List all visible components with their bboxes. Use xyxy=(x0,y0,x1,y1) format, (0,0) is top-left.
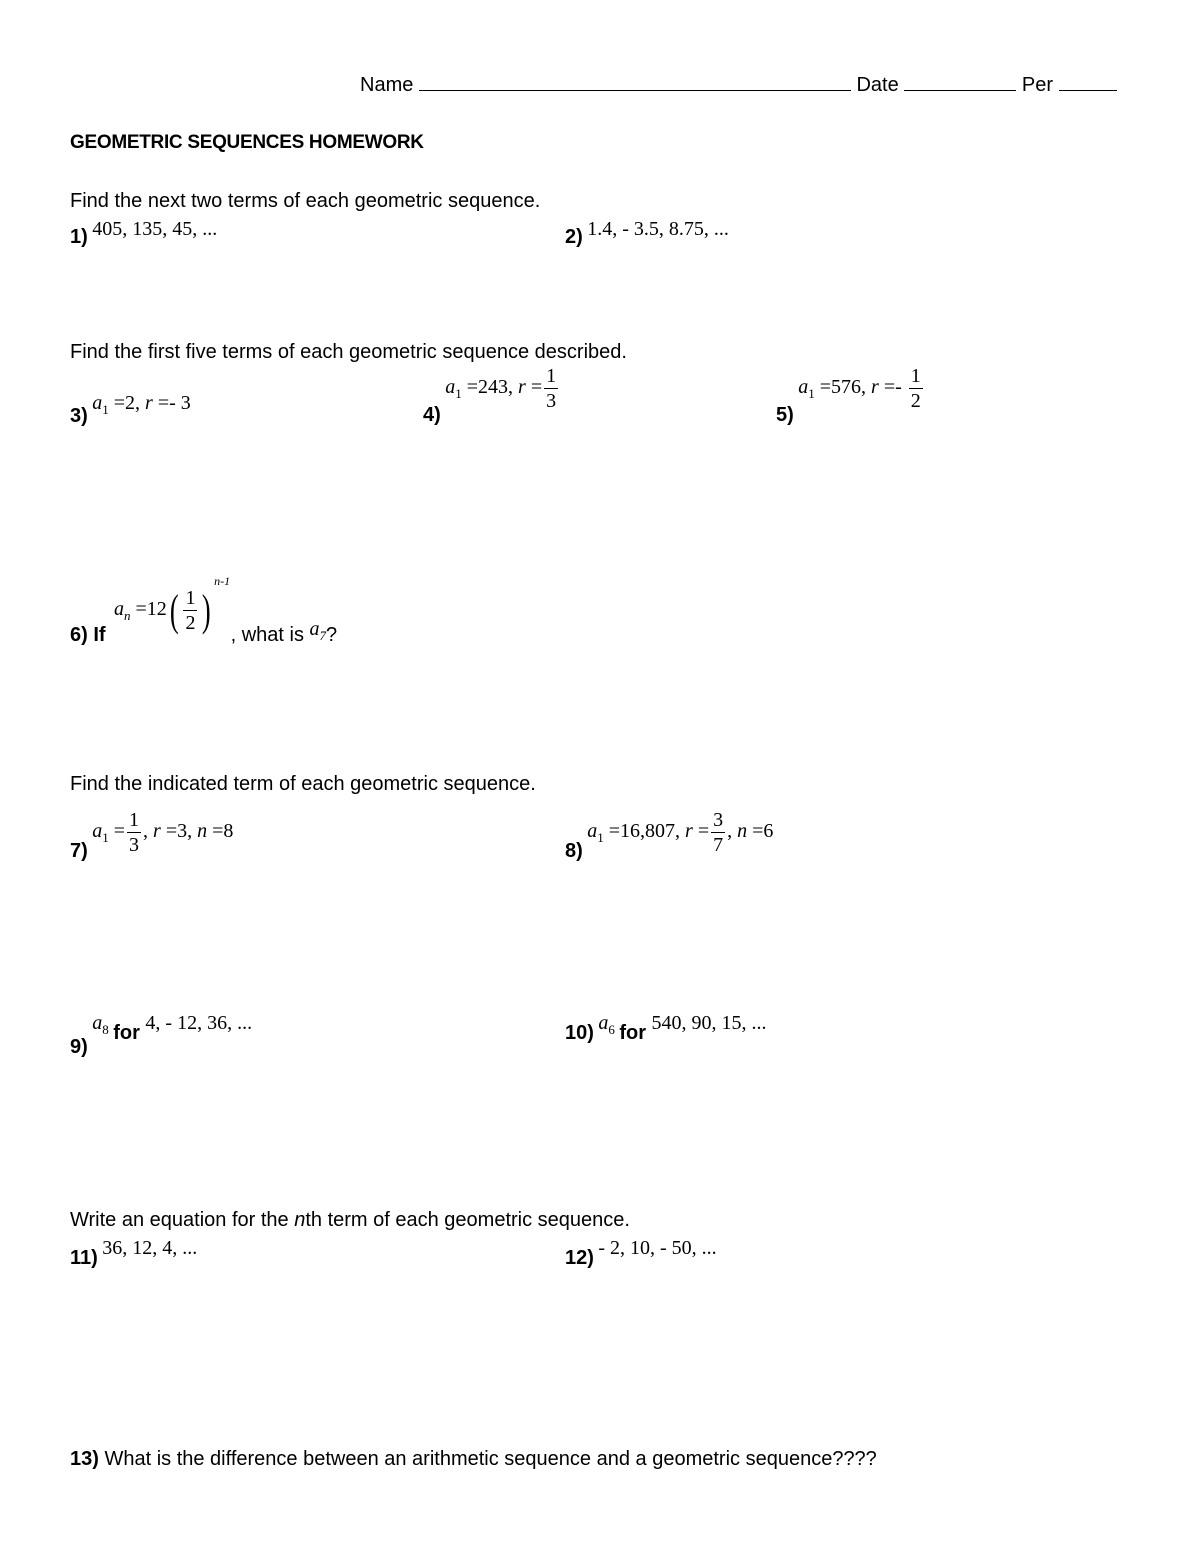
problem-2 xyxy=(565,218,729,248)
math-text: = xyxy=(108,820,126,843)
fraction-denominator: 3 xyxy=(129,834,140,856)
problem-expression: 1.4, - 3.5, 8.75, ... xyxy=(587,218,729,240)
variable-r: r xyxy=(153,820,161,843)
math-text: =- xyxy=(878,376,907,399)
problem-expression xyxy=(445,365,560,412)
page-title: GEOMETRIC SEQUENCES HOMEWORK xyxy=(70,132,424,153)
fraction-numerator: 1 xyxy=(546,365,557,387)
what-is-text: , what is xyxy=(230,624,310,647)
math-text: = xyxy=(692,820,710,843)
fraction xyxy=(127,810,141,855)
instruction-text: Write an equation for the xyxy=(70,1209,295,1231)
fraction-numerator: 1 xyxy=(185,587,196,609)
variable-a: a xyxy=(309,618,320,641)
problem-expression: 405, 135, 45, ... xyxy=(92,218,218,240)
variable-a: a xyxy=(92,820,103,843)
variable-a: a xyxy=(92,392,103,414)
variable-a: a xyxy=(587,820,598,843)
problem-expression xyxy=(92,809,234,856)
problem-text: What is the difference between an arithmetic sequence and a geometric sequence???? xyxy=(98,1448,877,1470)
math-text: =2, xyxy=(108,392,146,414)
section-first-five-instructions: Find the first five terms of each geometric sequence described. xyxy=(70,341,627,363)
problem-3 xyxy=(70,392,191,427)
header-line xyxy=(360,74,1117,97)
problem-number: 10) xyxy=(565,1022,594,1044)
math-text: =- 3 xyxy=(152,392,191,414)
fraction-numerator: 3 xyxy=(713,809,724,831)
variable-a: a xyxy=(445,376,456,399)
subscript: 1 xyxy=(808,386,815,402)
fraction-denominator: 7 xyxy=(713,834,724,856)
name-field[interactable] xyxy=(419,74,851,91)
variable-r: r xyxy=(871,376,879,399)
problem-9 xyxy=(70,1012,253,1058)
variable-a: a xyxy=(598,1012,609,1034)
math-text: =16,807, xyxy=(603,820,686,843)
problem-7 xyxy=(70,806,234,863)
fraction xyxy=(711,810,725,855)
date-label: Date xyxy=(856,74,899,96)
section-indicated-instructions: Find the indicated term of each geometric sequence. xyxy=(70,773,536,795)
math-text: = xyxy=(525,376,543,399)
variable-r: r xyxy=(518,376,526,399)
per-label: Per xyxy=(1021,74,1053,96)
date-field[interactable] xyxy=(904,74,1016,91)
problem-expression: - 2, 10, - 50, ... xyxy=(598,1237,717,1259)
variable-r: r xyxy=(685,820,693,843)
problem-13 xyxy=(70,1448,877,1471)
problem-number: 6) xyxy=(70,624,88,647)
problem-1 xyxy=(70,218,218,248)
math-text: =3, xyxy=(160,820,198,843)
variable-a: a xyxy=(114,598,125,621)
per-field[interactable] xyxy=(1059,74,1117,91)
instruction-text: th term of each geometric sequence. xyxy=(305,1209,630,1231)
problem-11 xyxy=(70,1237,198,1269)
problem-expression xyxy=(92,392,191,417)
fraction-numerator: 1 xyxy=(910,365,921,387)
variable-r: r xyxy=(145,392,153,414)
section-equation-instructions xyxy=(70,1209,630,1232)
fraction xyxy=(909,366,923,411)
variable-n: n xyxy=(737,820,748,843)
math-text: =6 xyxy=(747,820,774,843)
question-mark: ? xyxy=(326,624,338,647)
section-next-two-instructions: Find the next two terms of each geometric sequence. xyxy=(70,190,541,212)
problem-number: 13) xyxy=(70,1448,99,1470)
problem-expression: 4, - 12, 36, ... xyxy=(145,1012,253,1034)
math-text: , xyxy=(727,820,738,843)
subscript: n xyxy=(124,608,131,624)
problem-expression xyxy=(114,574,231,635)
exponent: n-1 xyxy=(214,574,231,589)
left-paren: ( xyxy=(169,585,179,635)
for-word: for xyxy=(113,1022,146,1044)
right-paren: ) xyxy=(202,585,212,635)
math-text: =8 xyxy=(207,820,234,843)
problem-expression: 540, 90, 15, ... xyxy=(651,1012,767,1034)
problem-4 xyxy=(423,365,560,427)
problem-12 xyxy=(565,1237,717,1269)
subscript: 1 xyxy=(455,386,462,402)
problem-expression xyxy=(798,365,925,412)
problem-expression xyxy=(587,809,774,856)
problem-number: 1) xyxy=(70,226,88,248)
math-text: =12 xyxy=(130,598,167,621)
variable-a: a xyxy=(92,1012,103,1034)
subscript: 1 xyxy=(102,830,109,846)
instruction-n: n xyxy=(294,1209,306,1231)
fraction xyxy=(183,588,197,633)
subscript: 1 xyxy=(597,830,604,846)
problem-number: 5) xyxy=(776,404,794,427)
problem-number: 2) xyxy=(565,226,583,248)
math-text: =576, xyxy=(814,376,872,399)
if-word: If xyxy=(87,624,106,647)
subscript: 1 xyxy=(102,402,109,417)
problem-number: 9) xyxy=(70,1036,88,1058)
problem-6 xyxy=(70,574,338,647)
subscript: 6 xyxy=(608,1022,615,1037)
problem-number: 11) xyxy=(70,1247,98,1269)
problem-number: 7) xyxy=(70,840,88,863)
problem-expression: 36, 12, 4, ... xyxy=(102,1237,198,1259)
problem-8 xyxy=(565,806,774,863)
math-text: , xyxy=(143,820,154,843)
problem-number: 4) xyxy=(423,404,441,427)
fraction xyxy=(544,366,558,411)
variable-n: n xyxy=(197,820,208,843)
fraction-denominator: 2 xyxy=(185,612,196,634)
subscript: 8 xyxy=(102,1022,109,1037)
variable-a: a xyxy=(798,376,809,399)
fraction-numerator: 1 xyxy=(129,809,140,831)
fraction-denominator: 3 xyxy=(546,390,557,412)
name-label: Name xyxy=(360,74,414,96)
problem-10 xyxy=(565,1012,767,1044)
math-text: =243, xyxy=(461,376,519,399)
problem-number: 3) xyxy=(70,405,88,427)
problem-5 xyxy=(776,365,925,427)
problem-number: 12) xyxy=(565,1247,594,1269)
fraction-denominator: 2 xyxy=(910,390,921,412)
subscript: 7 xyxy=(319,628,326,644)
for-word: for xyxy=(619,1022,652,1044)
problem-number: 8) xyxy=(565,840,583,863)
